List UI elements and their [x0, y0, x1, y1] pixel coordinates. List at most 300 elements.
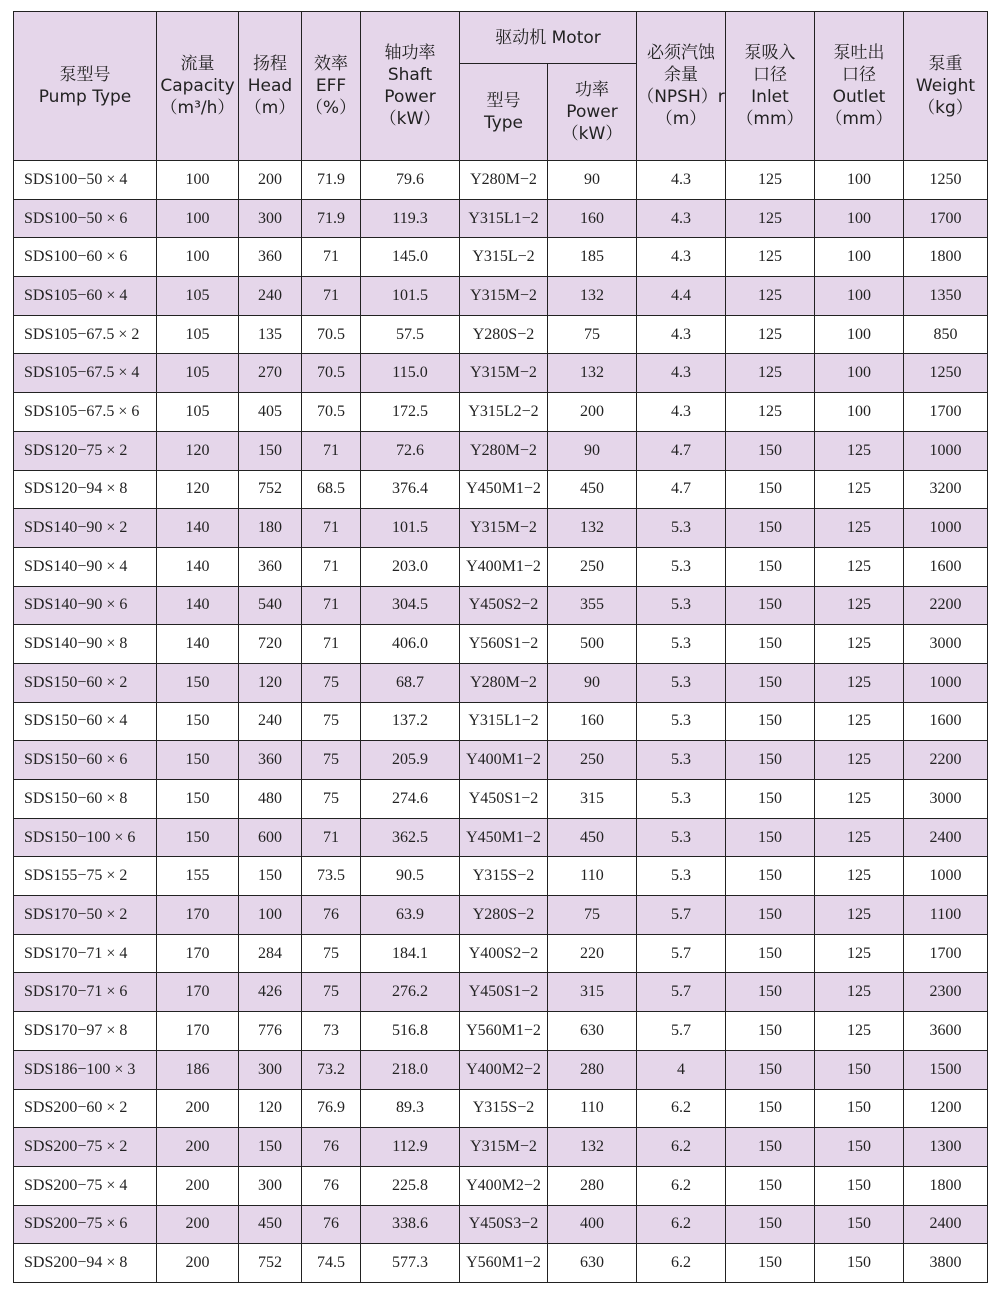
cell-inlet: 125: [726, 315, 815, 354]
cell-weight: 3600: [904, 1012, 988, 1051]
cell-motor-type: Y315L2−2: [460, 393, 548, 432]
cell-head: 360: [239, 741, 302, 780]
cell-efficiency: 76: [302, 1166, 361, 1205]
cell-motor-type: Y560S1−2: [460, 625, 548, 664]
cell-efficiency: 75: [302, 973, 361, 1012]
cell-shaft-power: 203.0: [361, 547, 460, 586]
cell-capacity: 140: [157, 547, 239, 586]
cell-outlet: 125: [815, 509, 904, 548]
cell-pump-type: SDS150−60 × 8: [14, 780, 157, 819]
cell-shaft-power: 184.1: [361, 934, 460, 973]
cell-shaft-power: 89.3: [361, 1089, 460, 1128]
cell-weight: 1700: [904, 393, 988, 432]
cell-efficiency: 75: [302, 741, 361, 780]
cell-npsh: 5.3: [637, 741, 726, 780]
table-row: [14, 1050, 988, 1089]
cell-efficiency: 71: [302, 818, 361, 857]
cell-pump-type: SDS200−60 × 2: [14, 1089, 157, 1128]
header-motor-power: 功率 Power （kW）: [548, 64, 637, 161]
cell-head: 405: [239, 393, 302, 432]
cell-head: 120: [239, 1089, 302, 1128]
cell-pump-type: SDS150−60 × 6: [14, 741, 157, 780]
cell-outlet: 125: [815, 741, 904, 780]
cell-npsh: 5.3: [637, 586, 726, 625]
cell-capacity: 150: [157, 741, 239, 780]
cell-weight: 3200: [904, 470, 988, 509]
cell-motor-power: 110: [548, 1089, 637, 1128]
cell-outlet: 125: [815, 547, 904, 586]
cell-motor-type: Y450M1−2: [460, 818, 548, 857]
cell-inlet: 125: [726, 277, 815, 316]
header-motor-type: 型号 Type: [460, 64, 548, 161]
cell-npsh: 6.2: [637, 1244, 726, 1283]
cell-outlet: 125: [815, 780, 904, 819]
cell-pump-type: SDS105−67.5 × 6: [14, 393, 157, 432]
cell-motor-type: Y450M1−2: [460, 470, 548, 509]
cell-head: 270: [239, 354, 302, 393]
cell-outlet: 125: [815, 857, 904, 896]
cell-shaft-power: 225.8: [361, 1166, 460, 1205]
cell-motor-type: Y400M2−2: [460, 1166, 548, 1205]
cell-shaft-power: 205.9: [361, 741, 460, 780]
cell-efficiency: 76: [302, 1128, 361, 1167]
cell-pump-type: SDS186−100 × 3: [14, 1050, 157, 1089]
cell-inlet: 125: [726, 238, 815, 277]
cell-outlet: 125: [815, 625, 904, 664]
cell-motor-power: 200: [548, 393, 637, 432]
header-efficiency: 效率 EFF （%）: [302, 12, 361, 161]
cell-capacity: 105: [157, 315, 239, 354]
cell-inlet: 150: [726, 973, 815, 1012]
cell-shaft-power: 101.5: [361, 277, 460, 316]
header-weight: 泵重 Weight （kg）: [904, 12, 988, 161]
cell-inlet: 150: [726, 780, 815, 819]
cell-motor-power: 132: [548, 509, 637, 548]
cell-efficiency: 71: [302, 509, 361, 548]
header-capacity: 流量 Capacity （m³/h）: [157, 12, 239, 161]
cell-inlet: 150: [726, 896, 815, 935]
table-row: [14, 780, 988, 819]
cell-pump-type: SDS120−94 × 8: [14, 470, 157, 509]
header-inlet: 泵吸入 口径 Inlet （mm）: [726, 12, 815, 161]
cell-motor-power: 355: [548, 586, 637, 625]
table-row: [14, 973, 988, 1012]
cell-weight: 1800: [904, 238, 988, 277]
cell-motor-type: Y315S−2: [460, 857, 548, 896]
cell-efficiency: 71: [302, 547, 361, 586]
cell-capacity: 100: [157, 238, 239, 277]
cell-npsh: 5.3: [637, 702, 726, 741]
cell-head: 100: [239, 896, 302, 935]
cell-head: 150: [239, 857, 302, 896]
cell-capacity: 200: [157, 1166, 239, 1205]
cell-inlet: 150: [726, 1012, 815, 1051]
table-row: [14, 934, 988, 973]
cell-efficiency: 74.5: [302, 1244, 361, 1283]
cell-shaft-power: 145.0: [361, 238, 460, 277]
cell-outlet: 125: [815, 470, 904, 509]
cell-weight: 2300: [904, 973, 988, 1012]
table-row: [14, 161, 988, 200]
cell-weight: 1250: [904, 354, 988, 393]
cell-motor-power: 250: [548, 547, 637, 586]
cell-weight: 2200: [904, 586, 988, 625]
header-npsh: 必须汽蚀 余量 （NPSH）r （m）: [637, 12, 726, 161]
cell-motor-power: 250: [548, 741, 637, 780]
cell-pump-type: SDS170−71 × 4: [14, 934, 157, 973]
cell-shaft-power: 406.0: [361, 625, 460, 664]
cell-motor-type: Y280S−2: [460, 896, 548, 935]
cell-shaft-power: 172.5: [361, 393, 460, 432]
cell-efficiency: 68.5: [302, 470, 361, 509]
cell-capacity: 155: [157, 857, 239, 896]
cell-shaft-power: 72.6: [361, 431, 460, 470]
cell-weight: 1000: [904, 663, 988, 702]
cell-outlet: 100: [815, 315, 904, 354]
cell-motor-power: 280: [548, 1050, 637, 1089]
cell-outlet: 100: [815, 199, 904, 238]
cell-capacity: 100: [157, 161, 239, 200]
cell-motor-type: Y450S1−2: [460, 780, 548, 819]
cell-weight: 1250: [904, 161, 988, 200]
cell-efficiency: 71: [302, 277, 361, 316]
cell-motor-type: Y315S−2: [460, 1089, 548, 1128]
cell-capacity: 170: [157, 896, 239, 935]
cell-head: 752: [239, 1244, 302, 1283]
cell-shaft-power: 119.3: [361, 199, 460, 238]
cell-outlet: 100: [815, 238, 904, 277]
cell-shaft-power: 57.5: [361, 315, 460, 354]
cell-npsh: 5.3: [637, 509, 726, 548]
cell-motor-type: Y315L1−2: [460, 199, 548, 238]
cell-shaft-power: 362.5: [361, 818, 460, 857]
cell-weight: 1000: [904, 857, 988, 896]
header-shaft-power: 轴功率 Shaft Power （kW）: [361, 12, 460, 161]
cell-shaft-power: 112.9: [361, 1128, 460, 1167]
table-row: [14, 199, 988, 238]
table-row: [14, 896, 988, 935]
cell-inlet: 150: [726, 547, 815, 586]
cell-motor-power: 160: [548, 199, 637, 238]
table-row: [14, 277, 988, 316]
cell-capacity: 105: [157, 277, 239, 316]
cell-head: 300: [239, 1166, 302, 1205]
cell-inlet: 150: [726, 431, 815, 470]
cell-weight: 850: [904, 315, 988, 354]
cell-npsh: 5.7: [637, 896, 726, 935]
cell-inlet: 150: [726, 702, 815, 741]
cell-npsh: 5.3: [637, 663, 726, 702]
cell-shaft-power: 137.2: [361, 702, 460, 741]
cell-capacity: 150: [157, 818, 239, 857]
cell-weight: 1300: [904, 1128, 988, 1167]
cell-capacity: 105: [157, 393, 239, 432]
table-row: [14, 818, 988, 857]
table-row: [14, 431, 988, 470]
cell-motor-power: 400: [548, 1205, 637, 1244]
cell-motor-type: Y450S3−2: [460, 1205, 548, 1244]
cell-motor-type: Y315M−2: [460, 1128, 548, 1167]
cell-inlet: 125: [726, 161, 815, 200]
cell-motor-power: 90: [548, 431, 637, 470]
cell-motor-power: 160: [548, 702, 637, 741]
cell-head: 200: [239, 161, 302, 200]
cell-capacity: 105: [157, 354, 239, 393]
cell-efficiency: 71: [302, 625, 361, 664]
cell-capacity: 200: [157, 1244, 239, 1283]
cell-pump-type: SDS170−50 × 2: [14, 896, 157, 935]
cell-motor-power: 220: [548, 934, 637, 973]
cell-head: 300: [239, 1050, 302, 1089]
cell-head: 426: [239, 973, 302, 1012]
cell-capacity: 140: [157, 625, 239, 664]
table-row: [14, 1128, 988, 1167]
cell-inlet: 150: [726, 741, 815, 780]
cell-inlet: 150: [726, 663, 815, 702]
cell-shaft-power: 516.8: [361, 1012, 460, 1051]
cell-motor-type: Y280M−2: [460, 663, 548, 702]
cell-shaft-power: 577.3: [361, 1244, 460, 1283]
cell-capacity: 170: [157, 1012, 239, 1051]
cell-pump-type: SDS100−60 × 6: [14, 238, 157, 277]
cell-capacity: 200: [157, 1089, 239, 1128]
cell-motor-type: Y560M1−2: [460, 1012, 548, 1051]
cell-inlet: 150: [726, 1050, 815, 1089]
cell-pump-type: SDS140−90 × 8: [14, 625, 157, 664]
cell-efficiency: 71.9: [302, 161, 361, 200]
cell-npsh: 4.3: [637, 199, 726, 238]
cell-weight: 1700: [904, 934, 988, 973]
cell-capacity: 186: [157, 1050, 239, 1089]
table-row: [14, 1089, 988, 1128]
table-row: [14, 663, 988, 702]
cell-inlet: 150: [726, 470, 815, 509]
pump-spec-table: [13, 11, 988, 1283]
cell-motor-power: 280: [548, 1166, 637, 1205]
table-row: [14, 1012, 988, 1051]
cell-weight: 2200: [904, 741, 988, 780]
cell-capacity: 150: [157, 663, 239, 702]
cell-weight: 2400: [904, 1205, 988, 1244]
cell-weight: 3000: [904, 625, 988, 664]
cell-pump-type: SDS150−60 × 2: [14, 663, 157, 702]
cell-pump-type: SDS140−90 × 2: [14, 509, 157, 548]
cell-head: 150: [239, 431, 302, 470]
cell-pump-type: SDS105−60 × 4: [14, 277, 157, 316]
cell-motor-type: Y400M2−2: [460, 1050, 548, 1089]
cell-efficiency: 73.2: [302, 1050, 361, 1089]
cell-npsh: 5.3: [637, 780, 726, 819]
cell-efficiency: 75: [302, 780, 361, 819]
cell-npsh: 4.3: [637, 161, 726, 200]
cell-outlet: 100: [815, 161, 904, 200]
cell-npsh: 5.7: [637, 934, 726, 973]
cell-pump-type: SDS105−67.5 × 2: [14, 315, 157, 354]
cell-motor-type: Y315M−2: [460, 277, 548, 316]
cell-capacity: 200: [157, 1128, 239, 1167]
table-row: [14, 1166, 988, 1205]
cell-head: 284: [239, 934, 302, 973]
cell-pump-type: SDS140−90 × 6: [14, 586, 157, 625]
cell-shaft-power: 101.5: [361, 509, 460, 548]
cell-efficiency: 73.5: [302, 857, 361, 896]
cell-shaft-power: 218.0: [361, 1050, 460, 1089]
cell-outlet: 150: [815, 1050, 904, 1089]
cell-inlet: 150: [726, 1128, 815, 1167]
cell-motor-type: Y315M−2: [460, 354, 548, 393]
cell-shaft-power: 68.7: [361, 663, 460, 702]
cell-npsh: 5.3: [637, 625, 726, 664]
cell-motor-power: 500: [548, 625, 637, 664]
table-row: [14, 857, 988, 896]
cell-outlet: 150: [815, 1244, 904, 1283]
cell-head: 360: [239, 547, 302, 586]
cell-npsh: 4.7: [637, 470, 726, 509]
header-outlet: 泵吐出 口径 Outlet （mm）: [815, 12, 904, 161]
table-row: [14, 702, 988, 741]
cell-pump-type: SDS140−90 × 4: [14, 547, 157, 586]
cell-weight: 1500: [904, 1050, 988, 1089]
header-motor: 驱动机 Motor: [460, 12, 637, 64]
cell-npsh: 4: [637, 1050, 726, 1089]
cell-inlet: 150: [726, 1244, 815, 1283]
cell-motor-type: Y315M−2: [460, 509, 548, 548]
cell-outlet: 125: [815, 818, 904, 857]
cell-pump-type: SDS150−100 × 6: [14, 818, 157, 857]
table-row: [14, 393, 988, 432]
cell-capacity: 140: [157, 509, 239, 548]
cell-inlet: 125: [726, 354, 815, 393]
cell-npsh: 6.2: [637, 1089, 726, 1128]
cell-npsh: 4.7: [637, 431, 726, 470]
cell-efficiency: 70.5: [302, 315, 361, 354]
cell-head: 150: [239, 1128, 302, 1167]
cell-motor-type: Y400M1−2: [460, 741, 548, 780]
cell-npsh: 4.3: [637, 315, 726, 354]
cell-head: 720: [239, 625, 302, 664]
cell-motor-type: Y280S−2: [460, 315, 548, 354]
cell-outlet: 125: [815, 431, 904, 470]
cell-shaft-power: 274.6: [361, 780, 460, 819]
cell-motor-type: Y280M−2: [460, 431, 548, 470]
cell-npsh: 5.3: [637, 818, 726, 857]
cell-motor-power: 450: [548, 818, 637, 857]
cell-motor-power: 132: [548, 1128, 637, 1167]
table-header: [14, 12, 988, 161]
cell-efficiency: 76: [302, 1205, 361, 1244]
cell-motor-type: Y560M1−2: [460, 1244, 548, 1283]
cell-npsh: 4.4: [637, 277, 726, 316]
cell-npsh: 4.3: [637, 393, 726, 432]
cell-npsh: 6.2: [637, 1166, 726, 1205]
cell-shaft-power: 63.9: [361, 896, 460, 935]
table-row: [14, 470, 988, 509]
cell-weight: 1600: [904, 547, 988, 586]
cell-efficiency: 70.5: [302, 354, 361, 393]
cell-efficiency: 75: [302, 934, 361, 973]
table-row: [14, 625, 988, 664]
cell-weight: 3000: [904, 780, 988, 819]
cell-motor-power: 75: [548, 315, 637, 354]
cell-weight: 1000: [904, 431, 988, 470]
cell-shaft-power: 90.5: [361, 857, 460, 896]
cell-capacity: 100: [157, 199, 239, 238]
cell-outlet: 150: [815, 1166, 904, 1205]
table-row: [14, 238, 988, 277]
cell-head: 752: [239, 470, 302, 509]
cell-shaft-power: 338.6: [361, 1205, 460, 1244]
cell-motor-power: 630: [548, 1244, 637, 1283]
table-row: [14, 586, 988, 625]
cell-outlet: 150: [815, 1205, 904, 1244]
table-row: [14, 509, 988, 548]
cell-outlet: 125: [815, 586, 904, 625]
cell-pump-type: SDS200−94 × 8: [14, 1244, 157, 1283]
table-row: [14, 547, 988, 586]
cell-pump-type: SDS100−50 × 4: [14, 161, 157, 200]
cell-head: 480: [239, 780, 302, 819]
cell-npsh: 5.3: [637, 857, 726, 896]
cell-capacity: 150: [157, 780, 239, 819]
cell-motor-power: 450: [548, 470, 637, 509]
cell-efficiency: 76.9: [302, 1089, 361, 1128]
cell-inlet: 150: [726, 934, 815, 973]
cell-motor-power: 90: [548, 161, 637, 200]
cell-weight: 1350: [904, 277, 988, 316]
cell-capacity: 120: [157, 431, 239, 470]
cell-head: 120: [239, 663, 302, 702]
cell-motor-power: 315: [548, 973, 637, 1012]
cell-inlet: 150: [726, 1089, 815, 1128]
cell-pump-type: SDS150−60 × 4: [14, 702, 157, 741]
cell-npsh: 4.3: [637, 238, 726, 277]
cell-outlet: 125: [815, 702, 904, 741]
table-body: [14, 161, 988, 1283]
cell-shaft-power: 79.6: [361, 161, 460, 200]
cell-motor-type: Y450S2−2: [460, 586, 548, 625]
cell-shaft-power: 276.2: [361, 973, 460, 1012]
cell-outlet: 100: [815, 354, 904, 393]
cell-shaft-power: 115.0: [361, 354, 460, 393]
table-row: [14, 354, 988, 393]
cell-npsh: 5.7: [637, 973, 726, 1012]
cell-outlet: 150: [815, 1089, 904, 1128]
cell-head: 240: [239, 702, 302, 741]
cell-capacity: 140: [157, 586, 239, 625]
cell-efficiency: 71.9: [302, 199, 361, 238]
cell-pump-type: SDS105−67.5 × 4: [14, 354, 157, 393]
cell-motor-power: 315: [548, 780, 637, 819]
cell-weight: 3800: [904, 1244, 988, 1283]
table-row: [14, 741, 988, 780]
cell-outlet: 150: [815, 1128, 904, 1167]
cell-efficiency: 71: [302, 431, 361, 470]
cell-outlet: 125: [815, 663, 904, 702]
cell-head: 450: [239, 1205, 302, 1244]
cell-capacity: 120: [157, 470, 239, 509]
cell-inlet: 150: [726, 857, 815, 896]
cell-shaft-power: 376.4: [361, 470, 460, 509]
cell-npsh: 5.7: [637, 1012, 726, 1051]
cell-head: 360: [239, 238, 302, 277]
cell-capacity: 170: [157, 934, 239, 973]
cell-pump-type: SDS120−75 × 2: [14, 431, 157, 470]
cell-motor-type: Y280M−2: [460, 161, 548, 200]
cell-motor-type: Y400M1−2: [460, 547, 548, 586]
cell-pump-type: SDS100−50 × 6: [14, 199, 157, 238]
cell-capacity: 200: [157, 1205, 239, 1244]
cell-motor-power: 132: [548, 354, 637, 393]
